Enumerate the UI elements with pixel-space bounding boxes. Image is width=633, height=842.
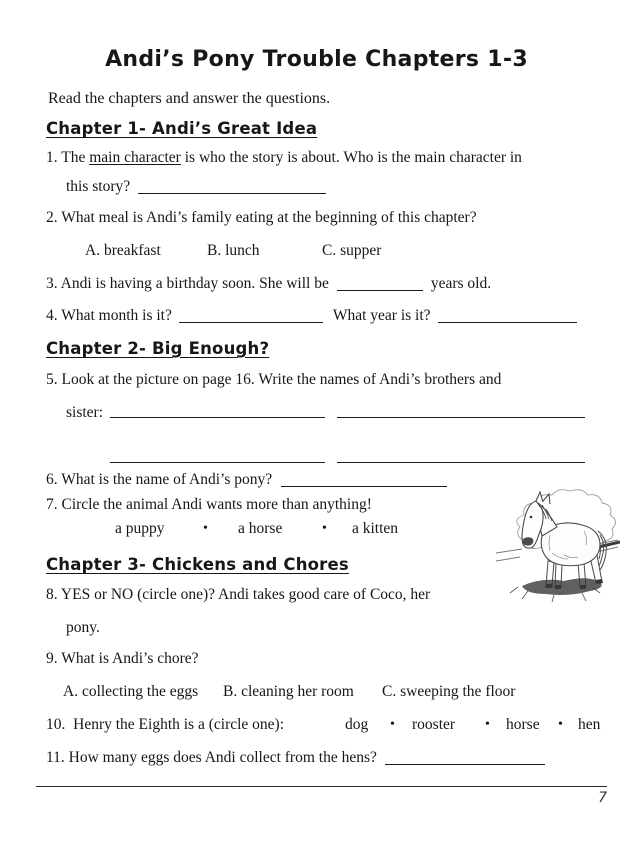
question-7: 7. Circle the animal Andi wants more than anything! [46, 496, 372, 513]
question-8-line2: pony. [66, 619, 100, 636]
chapter3-heading: Chapter 3- Chickens and Chores [46, 555, 349, 574]
answer-blank-q5-3 [110, 447, 325, 463]
answer-blank-q5-1 [110, 402, 325, 418]
question-2: 2. What meal is Andi’s family eating at the beginning of this chapter? [46, 209, 477, 226]
question-1-line1 [46, 147, 522, 169]
page-number: 7 [598, 790, 607, 806]
question-11 [46, 747, 545, 769]
q2-option-a: A. breakfast [85, 242, 161, 259]
answer-blank-q11 [385, 749, 545, 765]
question-1-line2 [66, 176, 326, 198]
footer-rule [36, 786, 607, 787]
page-title: Andi’s Pony Trouble Chapters 1-3 [105, 47, 528, 72]
q9-option-a: A. collecting the eggs [63, 683, 199, 700]
q10-option-rooster: rooster [412, 716, 456, 733]
q7-option-horse: a horse [238, 520, 283, 537]
q10-option-dog: dog [345, 716, 369, 733]
question-8-line1: 8. YES or NO (circle one)? Andi takes good care of Coco, her [46, 586, 431, 603]
q10-option-horse: horse [506, 716, 540, 733]
q10-option-hen: hen [578, 716, 601, 733]
q4-part1: 4. What month is it? [46, 307, 172, 324]
answer-blank-q4-month [179, 307, 323, 323]
bullet-separator: • [485, 717, 490, 732]
q4-part2: What year is it? [332, 307, 431, 324]
q1-line2-text: this story? [66, 178, 131, 195]
q3-post: years old. [430, 275, 492, 292]
q9-option-b: B. cleaning her room [223, 683, 354, 700]
answer-blank-q5-2 [337, 402, 585, 418]
q1-post: is who the story is about. Who is the main character in [180, 149, 522, 166]
q7-option-kitten: a kitten [352, 520, 399, 537]
ground-shadow [522, 578, 602, 595]
question-5-line1: 5. Look at the picture on page 16. Write the names of Andi’s brothers and [46, 371, 502, 388]
q1-pre: 1. The [46, 149, 90, 166]
chapter2-heading: Chapter 2- Big Enough? [46, 339, 270, 358]
answer-blank-q1 [138, 178, 326, 194]
bullet-separator: • [203, 521, 208, 536]
q9-option-c: C. sweeping the floor [382, 683, 516, 700]
bullet-separator: • [322, 521, 327, 536]
pony-body [522, 492, 600, 566]
q3-pre: 3. Andi is having a birthday soon. She will be [46, 275, 329, 292]
q11-text: 11. How many eggs does Andi collect from the hens? [46, 749, 377, 766]
q5-label: sister: [66, 404, 104, 421]
chapter1-heading: Chapter 1- Andi’s Great Idea [46, 119, 318, 138]
question-9: 9. What is Andi’s chore? [46, 650, 199, 667]
q1-underlined-term: main character [89, 149, 181, 166]
answer-blank-q5-4 [337, 447, 585, 463]
q6-text: 6. What is the name of Andi’s pony? [46, 471, 273, 488]
pony-eye [530, 516, 533, 519]
q2-option-b: B. lunch [207, 242, 260, 259]
question-3 [46, 273, 491, 295]
answer-blank-q4-year [438, 307, 577, 323]
q7-option-puppy: a puppy [115, 520, 165, 537]
bullet-separator: • [558, 717, 563, 732]
bullet-separator: • [390, 717, 395, 732]
question-4 [46, 305, 577, 327]
pony-illustration [494, 487, 620, 603]
intro-text: Read the chapters and answer the questions. [48, 90, 331, 107]
q2-option-c: C. supper [322, 242, 382, 259]
answer-blank-q3 [337, 275, 423, 291]
answer-blank-q6 [281, 471, 447, 487]
question-6 [46, 469, 447, 491]
q10-text: 10. Henry the Eighth is a (circle one): [46, 716, 285, 733]
